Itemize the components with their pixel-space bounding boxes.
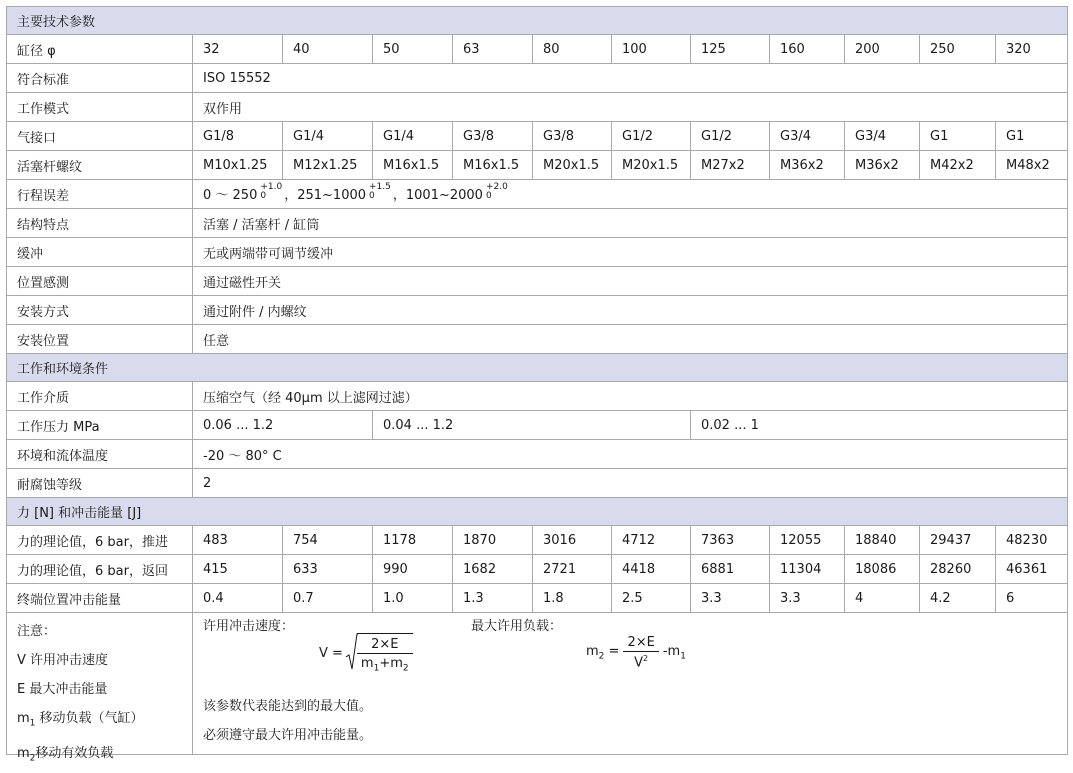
row-thread — [7, 151, 1068, 180]
cell: M48x2 — [996, 151, 1068, 180]
cell: 0.7 — [283, 584, 373, 613]
cell: 46361 — [996, 555, 1068, 584]
cell: 3016 — [533, 526, 612, 555]
notes-content — [193, 613, 1068, 755]
cell: M36x2 — [845, 151, 920, 180]
tolerance-2 — [369, 183, 391, 201]
cell: 320 — [996, 35, 1068, 64]
cell: 6881 — [691, 555, 770, 584]
stroke-range-2: ，251~1000 — [284, 187, 367, 203]
cell: M36x2 — [770, 151, 845, 180]
cell: 0.04 ... 1.2 — [373, 411, 691, 440]
cell: 160 — [770, 35, 845, 64]
row-temperature — [7, 440, 1068, 469]
den-sub: 2 — [402, 663, 409, 674]
spec-table — [6, 6, 1068, 764]
row-sensing — [7, 267, 1068, 296]
fraction-numerator: 2×E — [623, 635, 658, 652]
cell: 754 — [283, 526, 373, 555]
cell: 0.4 — [193, 584, 283, 613]
tol-lower: 0 — [260, 191, 267, 202]
cell: 63 — [453, 35, 533, 64]
cell: 11304 — [770, 555, 845, 584]
m2-desc: 移动有效负载 — [35, 745, 114, 761]
cell: 压缩空气（经 40μm 以上滤网过滤） — [193, 382, 1068, 411]
cell: G1/4 — [283, 122, 373, 151]
cell: G1/2 — [691, 122, 770, 151]
row-pressure — [7, 411, 1068, 440]
row-label: 工作模式 — [7, 93, 193, 122]
cell: G1 — [920, 122, 996, 151]
cell: 任意 — [193, 325, 1068, 354]
cell: 633 — [283, 555, 373, 584]
load-title: 最大许用负载： — [471, 619, 563, 634]
den-v: V — [634, 655, 644, 671]
cell: 通过附件 / 内螺纹 — [193, 296, 1068, 325]
cell: M16x1.5 — [453, 151, 533, 180]
cell: 1.3 — [453, 584, 533, 613]
cell: 4712 — [612, 526, 691, 555]
row-label: 耐腐蚀等级 — [7, 469, 193, 498]
row-mode — [7, 93, 1068, 122]
m1-symbol: m — [17, 711, 30, 726]
formula-tail — [663, 644, 686, 662]
cell: 2 — [193, 469, 1068, 498]
tolerance-3 — [486, 183, 508, 201]
cell: G1/2 — [612, 122, 691, 151]
cell: 125 — [691, 35, 770, 64]
fraction-numerator: 2×E — [357, 637, 413, 654]
tol-upper: +1.0 — [260, 182, 283, 193]
cell: 4418 — [612, 555, 691, 584]
cell: M12x1.25 — [283, 151, 373, 180]
row-standard — [7, 64, 1068, 93]
cell: G3/8 — [533, 122, 612, 151]
load-formula — [586, 635, 686, 670]
lhs-eq: = — [604, 643, 620, 659]
cell: 18086 — [845, 555, 920, 584]
cell: 3.3 — [691, 584, 770, 613]
cell: G3/4 — [845, 122, 920, 151]
speed-title: 许用冲击速度： — [203, 619, 295, 634]
cell: 双作用 — [193, 93, 1068, 122]
row-mounting — [7, 296, 1068, 325]
cell: 100 — [612, 35, 691, 64]
cell: 32 — [193, 35, 283, 64]
notes-row — [7, 613, 1068, 755]
row-medium — [7, 382, 1068, 411]
cell: 483 — [193, 526, 283, 555]
cell: G1/8 — [193, 122, 283, 151]
cell: 80 — [533, 35, 612, 64]
cell: 1682 — [453, 555, 533, 584]
cell: G3/4 — [770, 122, 845, 151]
stroke-range-3: ，1001~2000 — [392, 187, 483, 203]
notes-title: 注意： — [17, 624, 57, 639]
lhs-m: m — [586, 643, 599, 659]
row-label: 符合标准 — [7, 64, 193, 93]
section-header-force — [7, 498, 1068, 526]
section-header-env — [7, 354, 1068, 382]
cell: 3.3 — [770, 584, 845, 613]
row-corrosion — [7, 469, 1068, 498]
cell: M27x2 — [691, 151, 770, 180]
row-label: 行程误差 — [7, 180, 193, 209]
cell: 4.2 — [920, 584, 996, 613]
row-position — [7, 325, 1068, 354]
note-v: V 许用冲击速度 — [17, 653, 109, 668]
note-e: E 最大冲击能量 — [17, 682, 108, 697]
cell: 18840 — [845, 526, 920, 555]
den-m: m — [360, 656, 374, 671]
cell: 通过磁性开关 — [193, 267, 1068, 296]
den-sup: 2 — [643, 654, 649, 663]
cell: G3/8 — [453, 122, 533, 151]
row-label: 缓冲 — [7, 238, 193, 267]
row-port — [7, 122, 1068, 151]
section-header-tech — [7, 7, 1068, 35]
cell: 29437 — [920, 526, 996, 555]
row-label: 结构特点 — [7, 209, 193, 238]
cell: 1870 — [453, 526, 533, 555]
cell: 无或两端带可调节缓冲 — [193, 238, 1068, 267]
cell: 1.8 — [533, 584, 612, 613]
stroke-range-1: 0 ～ 250 — [203, 187, 258, 203]
row-label: 缸径 φ — [7, 35, 193, 64]
cell: 990 — [373, 555, 453, 584]
cell: M20x1.5 — [533, 151, 612, 180]
row-cushion — [7, 238, 1068, 267]
row-impact-energy — [7, 584, 1068, 613]
cell: 7363 — [691, 526, 770, 555]
tol-lower: 0 — [485, 191, 492, 202]
cell: 2.5 — [612, 584, 691, 613]
note-max-value: 该参数代表能达到的最大值。 — [203, 699, 373, 714]
den-plus-m: +m — [379, 656, 403, 671]
cell: 48230 — [996, 526, 1068, 555]
row-bore — [7, 35, 1068, 64]
den-sub: 1 — [373, 663, 380, 674]
cell: M16x1.5 — [373, 151, 453, 180]
row-label: 安装位置 — [7, 325, 193, 354]
cell: 40 — [283, 35, 373, 64]
row-label: 位置感测 — [7, 267, 193, 296]
cell: ISO 15552 — [193, 64, 1068, 93]
cell: 活塞 / 活塞杆 / 缸筒 — [193, 209, 1068, 238]
row-label: 终端位置冲击能量 — [7, 584, 193, 613]
cell: 1178 — [373, 526, 453, 555]
tail-m: -m — [662, 643, 681, 659]
tol-upper: +1.5 — [369, 182, 391, 193]
row-push-force — [7, 526, 1068, 555]
row-structure — [7, 209, 1068, 238]
row-stroke — [7, 180, 1068, 209]
formula-fraction — [623, 635, 658, 670]
cell: 2721 — [533, 555, 612, 584]
row-label: 环境和流体温度 — [7, 440, 193, 469]
cell: M20x1.5 — [612, 151, 691, 180]
row-pull-force — [7, 555, 1068, 584]
formula-lhs: V = — [319, 645, 343, 661]
fraction-denominator — [357, 654, 413, 674]
m1-desc: 移动负载（气缸） — [35, 711, 144, 726]
cell: 0.02 ... 1 — [691, 411, 1068, 440]
cell: 415 — [193, 555, 283, 584]
tolerance-1 — [260, 183, 282, 201]
stroke-tolerance-cell — [193, 180, 1068, 209]
lhs-sub: 2 — [598, 651, 605, 662]
section-title: 主要技术参数 — [7, 7, 1068, 35]
note-m1 — [17, 704, 144, 739]
cell: M42x2 — [920, 151, 996, 180]
formula-fraction — [357, 633, 413, 674]
spec-sheet — [6, 6, 1067, 764]
m2-subscript: 2 — [29, 753, 36, 764]
speed-formula — [319, 633, 413, 674]
row-label: 工作压力 MPa — [7, 411, 193, 440]
tol-lower: 0 — [369, 191, 375, 202]
notes-legend — [7, 613, 193, 764]
note-impact-limit: 必须遵守最大许用冲击能量。 — [203, 728, 373, 743]
row-label: 工作介质 — [7, 382, 193, 411]
m1-subscript: 1 — [29, 718, 36, 729]
row-label: 安装方式 — [7, 296, 193, 325]
cell: 4 — [845, 584, 920, 613]
row-label: 活塞杆螺纹 — [7, 151, 193, 180]
m2-symbol: m — [17, 745, 30, 761]
section-title: 工作和环境条件 — [7, 354, 1068, 382]
cell: 12055 — [770, 526, 845, 555]
cell: G1 — [996, 122, 1068, 151]
cell: 200 — [845, 35, 920, 64]
cell: 50 — [373, 35, 453, 64]
section-title: 力 [N] 和冲击能量 [J] — [7, 498, 1068, 526]
cell: M10x1.25 — [193, 151, 283, 180]
cell: 250 — [920, 35, 996, 64]
cell: 6 — [996, 584, 1068, 613]
cell: G1/4 — [373, 122, 453, 151]
row-label: 力的理论值，6 bar，推进 — [7, 526, 193, 555]
cell: 0.06 ... 1.2 — [193, 411, 373, 440]
tail-sub: 1 — [680, 651, 686, 662]
cell: -20 ～ 80° C — [193, 440, 1068, 469]
row-label: 力的理论值，6 bar，返回 — [7, 555, 193, 584]
row-label: 气接口 — [7, 122, 193, 151]
cell: 28260 — [920, 555, 996, 584]
cell: 1.0 — [373, 584, 453, 613]
formula-lhs — [586, 644, 619, 662]
note-m2 — [17, 739, 144, 773]
tol-upper: +2.0 — [485, 182, 508, 193]
fraction-denominator — [623, 652, 658, 670]
